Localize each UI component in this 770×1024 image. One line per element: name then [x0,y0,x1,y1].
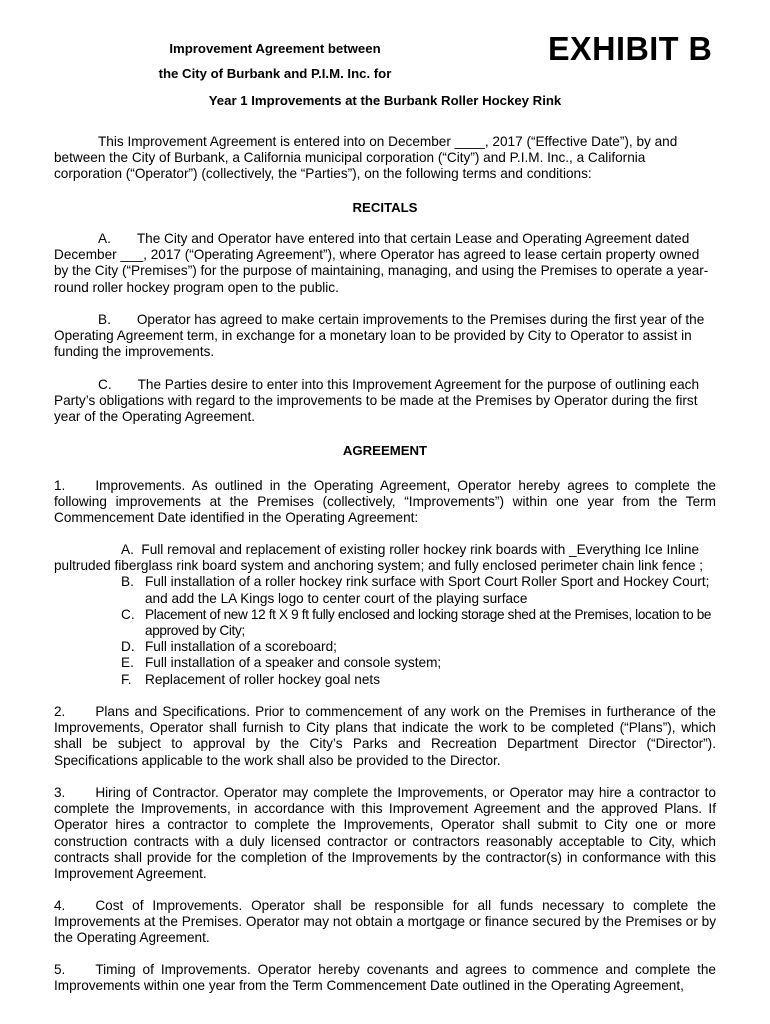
recital-letter: A. [98,231,111,246]
section-text: Timing of Improvements. Operator hereby covenants and agrees to commence and complete the Improvements within one year from the Term Commencement Date outlined in the Operating Agreement, [54,962,716,994]
section-text: Improvements. As outlined in the Operating Agreement, Operator hereby agrees to complete the following improvements at the Premises (collectively, “Improvements”) within one year from the Term Commencement Date identified in the Operating Agreement: [54,478,716,526]
list-letter: F. [121,671,132,687]
list-letter: A. [121,542,134,557]
section-5 [54,962,716,994]
title-line-2: the City of Burbank and P.I.M. Inc. for [158,66,392,81]
section-2 [54,704,716,769]
improvements-list [54,542,724,688]
list-item [54,542,724,574]
list-letter: D. [121,639,135,655]
list-item [54,607,724,639]
section-text: Hiring of Contractor. Operator may complete the Improvements, or Operator may hire a contractor to complete the Improvements, in accordance with this Improvement Agreement and the approved Plans. If Operator hires a contractor to complete the Improvements, Operator shall submit to City one or more construction contracts with a duly licensed contractor or contractors reasonably acceptable to City, which contracts shall provide for the completion of the Improvements by the contractor(s) in conformance with this Improvement Agreement. [54,785,716,882]
section-4 [54,898,716,947]
recital-letter: B. [98,312,111,327]
list-item [54,655,724,671]
section-number: 4. [54,898,66,913]
list-item [54,672,724,688]
recital-letter: C. [98,377,112,392]
section-text: Cost of Improvements. Operator shall be responsible for all funds necessary to complete the Improvements at the Premises. Operator may not obtain a mortgage or finance secured by the Premises or by the Operating Agreement. [54,898,716,946]
section-1 [54,478,716,527]
intro-paragraph [54,134,716,183]
list-letter: E. [121,655,134,671]
recital-a [54,231,716,296]
section-number: 2. [54,704,66,719]
list-item [54,574,724,606]
section-number: 5. [54,962,66,977]
intro-text: This Improvement Agreement is entered into on December ____, 2017 (“Effective Date”), by and between the City of Burbank, a California municipal corporation (“City”) and P.I.M. Inc., a California corporation (“Operator”) (collectively, the “Parties”), on the following terms and conditions: [54,134,678,182]
title-line-1: Improvement Agreement between [169,41,381,56]
recital-b [54,312,716,361]
agreement-heading: AGREEMENT [342,443,428,458]
exhibit-label: EXHIBIT B [548,30,713,67]
title-line-3: Year 1 Improvements at the Burbank Roller Hockey Rink [208,93,562,108]
list-text: Replacement of roller hockey goal nets [145,671,380,687]
list-text: Full removal and replacement of existing roller hockey rink boards with _Everything Ice Inline pultruded fiberglass rink board system and anchoring system; and fully enclosed perimeter chain link fence ; [54,542,704,574]
list-letter: B. [121,574,134,590]
section-3 [54,785,716,882]
recital-c [54,377,716,426]
list-text: Placement of new 12 ft X 9 ft fully enclosed and locking storage shed at the Premises, location to be approved by City; [145,606,712,639]
list-item [54,639,724,655]
recital-text: The City and Operator have entered into that certain Lease and Operating Agreement dated December ___, 2017 (“Operating Agreement”), where Operator has agreed to lease certain property owned by the City (“Premises”) for the purpose of maintaining, managing, and using the Premises to operate a year-round roller hockey program open to the public. [54,231,709,295]
section-number: 1. [54,478,66,493]
list-text: Full installation of a roller hockey rink surface with Sport Court Roller Sport and Hockey Court; and add the LA Kings logo to center court of the playing surface [145,574,710,606]
section-text: Plans and Specifications. Prior to commencement of any work on the Premises in furtherance of the Improvements, Operator shall furnish to City plans that indicate the work to be completed (“Plans”), which shall be subject to approval by the City’s Parks and Recreation Department Director (“Director”). Specifications applicable to the work shall also be provided to the Director. [54,704,716,768]
list-text: Full installation of a scoreboard; [145,639,337,655]
recital-text: Operator has agreed to make certain improvements to the Premises during the first year of the Operating Agreement term, in exchange for a monetary loan to be provided by City to Operator to assist in funding the improvements. [54,312,705,360]
section-number: 3. [54,785,66,800]
recitals-heading: RECITALS [352,200,418,215]
list-text: Full installation of a speaker and console system; [145,655,442,671]
list-letter: C. [121,606,135,622]
recital-text: The Parties desire to enter into this Improvement Agreement for the purpose of outlining each Party’s obligations with regard to the improvements to be made at the Premises by Operator during the first year of the Operating Agreement. [54,377,700,425]
